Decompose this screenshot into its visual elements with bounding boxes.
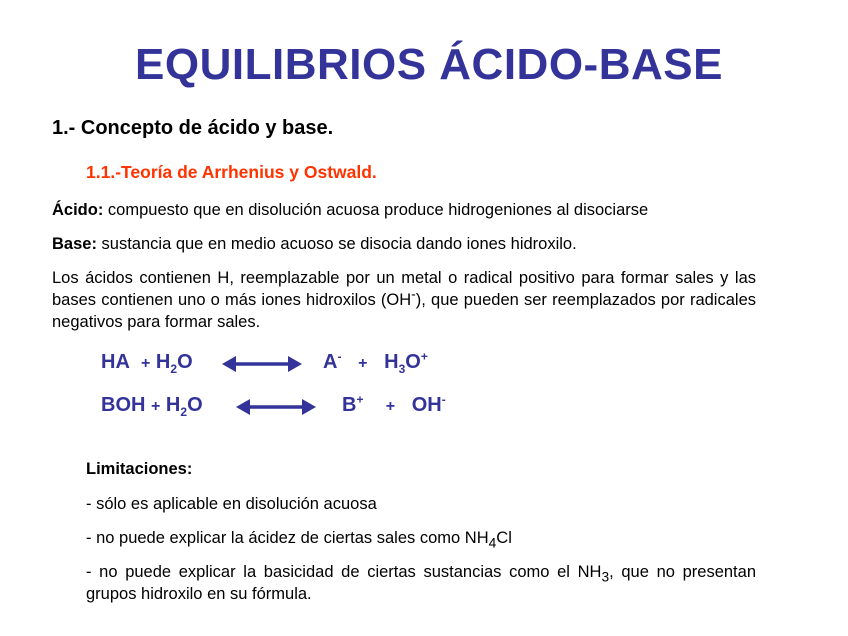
- paragraph-sup: -: [411, 286, 416, 302]
- acid-definition: [52, 199, 756, 221]
- eq2-reactant2-end: O: [187, 394, 203, 416]
- section-heading: 1.- Concepto de ácido y base.: [52, 117, 334, 139]
- eq2-plus: +: [151, 398, 161, 415]
- eq2-reactant1: BOH: [101, 394, 146, 416]
- theory-paragraph: [52, 267, 756, 333]
- base-definition: [52, 233, 756, 255]
- limitation-item3-end: , que no presentan grupos hidroxilo en su fórmula.: [86, 563, 756, 603]
- paragraph-part1: Los ácidos contienen H, reemplazable por un metal o radical positivo para formar sales y las bases contienen uno o más iones hidroxilos (OH: [52, 269, 756, 309]
- acid-text: compuesto que en disolución acuosa produce hidrogeniones al disociarse: [103, 201, 649, 219]
- eq1-product1: A: [323, 351, 338, 373]
- double-arrow-icon: [236, 396, 316, 418]
- eq1-product2-end: O: [405, 351, 421, 373]
- paragraph-part2: ), que pueden ser reemplazados por radicales negativos para formar sales.: [52, 291, 756, 331]
- eq2-plus2: +: [385, 398, 396, 415]
- base-term: Base:: [52, 235, 97, 253]
- eq2-product2-sup: -: [441, 392, 446, 407]
- eq1-product2-sup: +: [420, 349, 428, 364]
- eq1-products: [323, 351, 428, 374]
- limitation-item: [86, 561, 756, 605]
- eq2-product1-sup: +: [356, 392, 364, 407]
- limitation-item2-text: - no puede explicar la ácidez de ciertas sales como NH: [86, 529, 489, 547]
- limitations-heading: Limitaciones:: [86, 460, 193, 478]
- eq2-products: [342, 394, 446, 417]
- subsection-heading: 1.1.-Teoría de Arrhenius y Ostwald.: [86, 162, 377, 182]
- eq2-reactant2: H: [165, 394, 181, 416]
- eq1-plus2: +: [358, 355, 368, 372]
- eq1-product2-sub: 3: [398, 362, 406, 376]
- eq2-product1: B: [342, 394, 357, 416]
- eq1-reactant1: HA: [101, 351, 130, 373]
- limitation-item: [86, 527, 756, 549]
- eq1-reactant2: H: [155, 351, 171, 373]
- eq1-reactant2-sub: 2: [170, 362, 178, 376]
- limitation-item3-sub: 3: [601, 569, 610, 585]
- eq1-plus: +: [141, 355, 151, 372]
- limitation-item2-end: Cl: [496, 529, 512, 547]
- eq2-product2: OH: [411, 394, 442, 416]
- page-title: EQUILIBRIOS ÁCIDO-BASE: [135, 40, 723, 89]
- eq1-reactant2-end: O: [177, 351, 193, 373]
- base-text: sustancia que en medio acuoso se disocia dando iones hidroxilo.: [96, 235, 577, 253]
- eq1-product2: H: [384, 351, 399, 373]
- eq1-reactants: [101, 351, 193, 374]
- eq2-reactants: [101, 394, 203, 417]
- limitation-item3-text: - no puede explicar la basicidad de ciertas sustancias como el NH: [86, 563, 602, 581]
- eq2-reactant2-sub: 2: [180, 405, 188, 419]
- double-arrow-icon: [222, 353, 302, 375]
- limitation-item: - sólo es aplicable en disolución acuosa: [86, 495, 377, 513]
- eq1-product1-sup: -: [337, 349, 342, 364]
- acid-term: Ácido:: [52, 201, 104, 219]
- limitation-item2-sub: 4: [488, 535, 497, 551]
